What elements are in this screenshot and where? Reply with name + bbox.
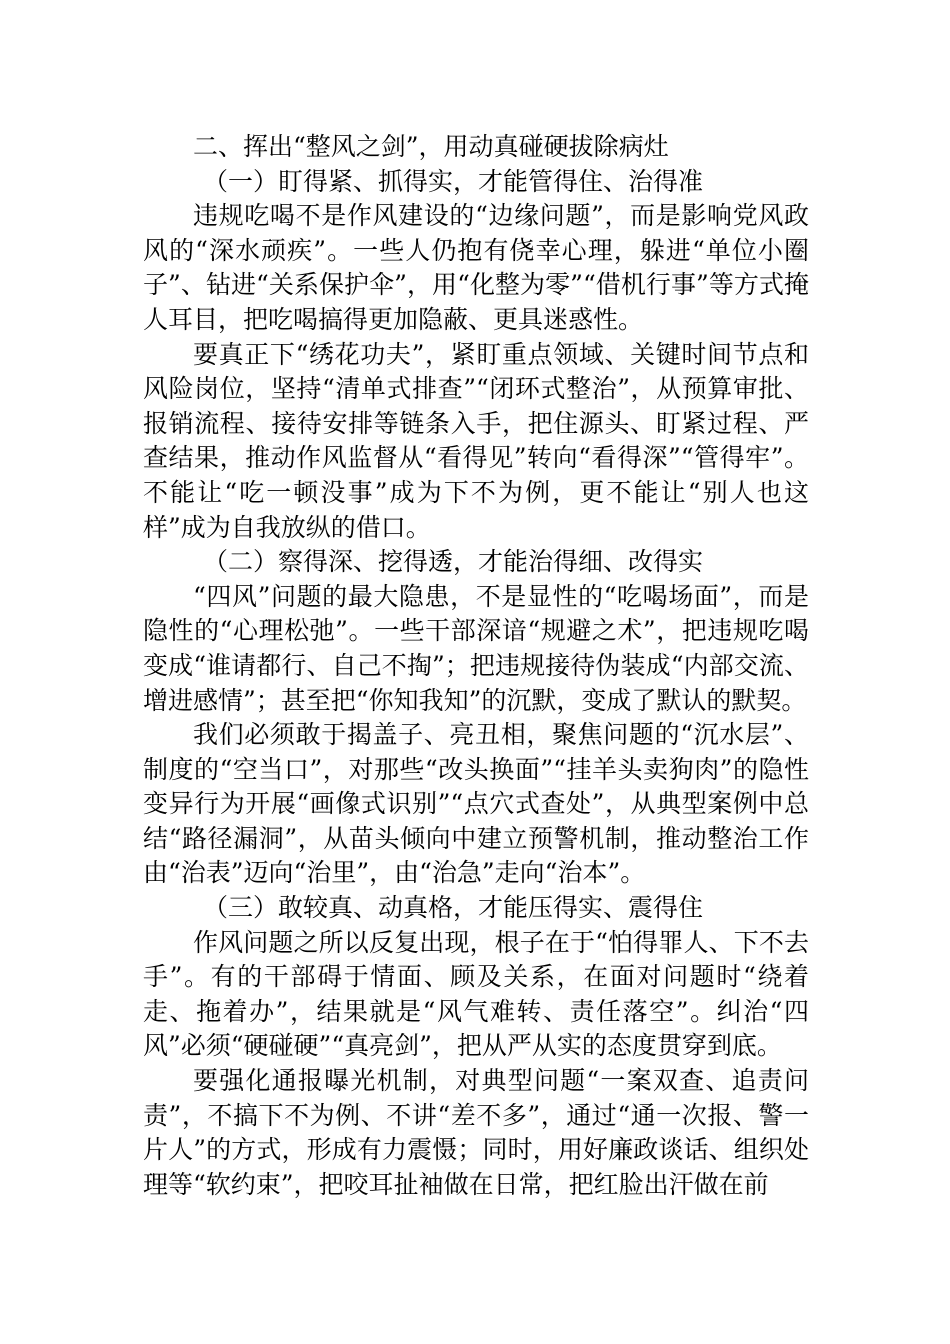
paragraph: 我们必须敢于揭盖子、亮丑相，聚焦问题的“沉水层”、制度的“空当口”，对那些“改头换面”“挂羊头卖狗肉”的隐性变异行为开展“画像式识别”“点穴式查处”，从典型案例中总结“路径漏洞”，从苗头倾向中建立预警机制，推动整治工作由“治表”迈向“治里”，由“治急”走向“治本”。 [143, 720, 809, 888]
subsection-title-2: （二）察得深、挖得透，才能治得细、改得实 [203, 547, 704, 577]
subsection-title-3: （三）敢较真、动真格，才能压得实、震得住 [203, 893, 704, 923]
paragraph: “四风”问题的最大隐患，不是显性的“吃喝场面”，而是隐性的“心理松弛”。一些干部深谙“规避之术”，把违规吃喝变成“谁请都行、自己不掏”；把违规接待伪装成“内部交流、增进感情”；甚至把“你知我知”的沉默，变成了默认的默契。 [143, 581, 810, 715]
section-title: 二、挥出“整风之剑”，用动真碰硬拔除病灶 [193, 132, 669, 161]
paragraph: 违规吃喝不是作风建设的“边缘问题”，而是影响党风政风的“深水顽疾”。一些人仍抱有侥幸心理，躲进“单位小圈子”、钻进“关系保护伞”，用“化整为零”“借机行事”等方式掩人耳目，把吃喝搞得更加隐蔽、更具迷惑性。 [143, 201, 809, 334]
paragraph: 要真正下“绣花功夫”，紧盯重点领域、关键时间节点和风险岗位，坚持“清单式排查”“闭环式整治”，从预算审批、报销流程、接待安排等链条入手，把住源头、盯紧过程、严查结果，推动作风监督从“看得见”转向“看得深”“管得牢”。不能让“吃一顿没事”成为下不为例，更不能让“别人也这样”成为自我放纵的借口。 [143, 339, 809, 542]
paragraph: 作风问题之所以反复出现，根子在于“怕得罪人、下不去手”。有的干部碍于情面、顾及关系，在面对问题时“绕着走、拖着办”，结果就是“风气难转、责任落空”。纠治“四风”必须“硬碰硬”“真亮剑”，把从严从实的态度贯穿到底。 [143, 927, 809, 1061]
subsection-title-1: （一）盯得紧、抓得实，才能管得住、治得准 [203, 166, 704, 196]
paragraph: 要强化通报曝光机制，对典型问题“一案双查、追责问责”，不搞下不为例、不讲“差不多”，通过“通一次报、警一片人”的方式，形成有力震慑；同时，用好廉政谈话、组织处理等“软约束”，把咬耳扯袖做在日常，把红脸出汗做在前 [143, 1066, 809, 1199]
document-body [143, 130, 809, 1202]
